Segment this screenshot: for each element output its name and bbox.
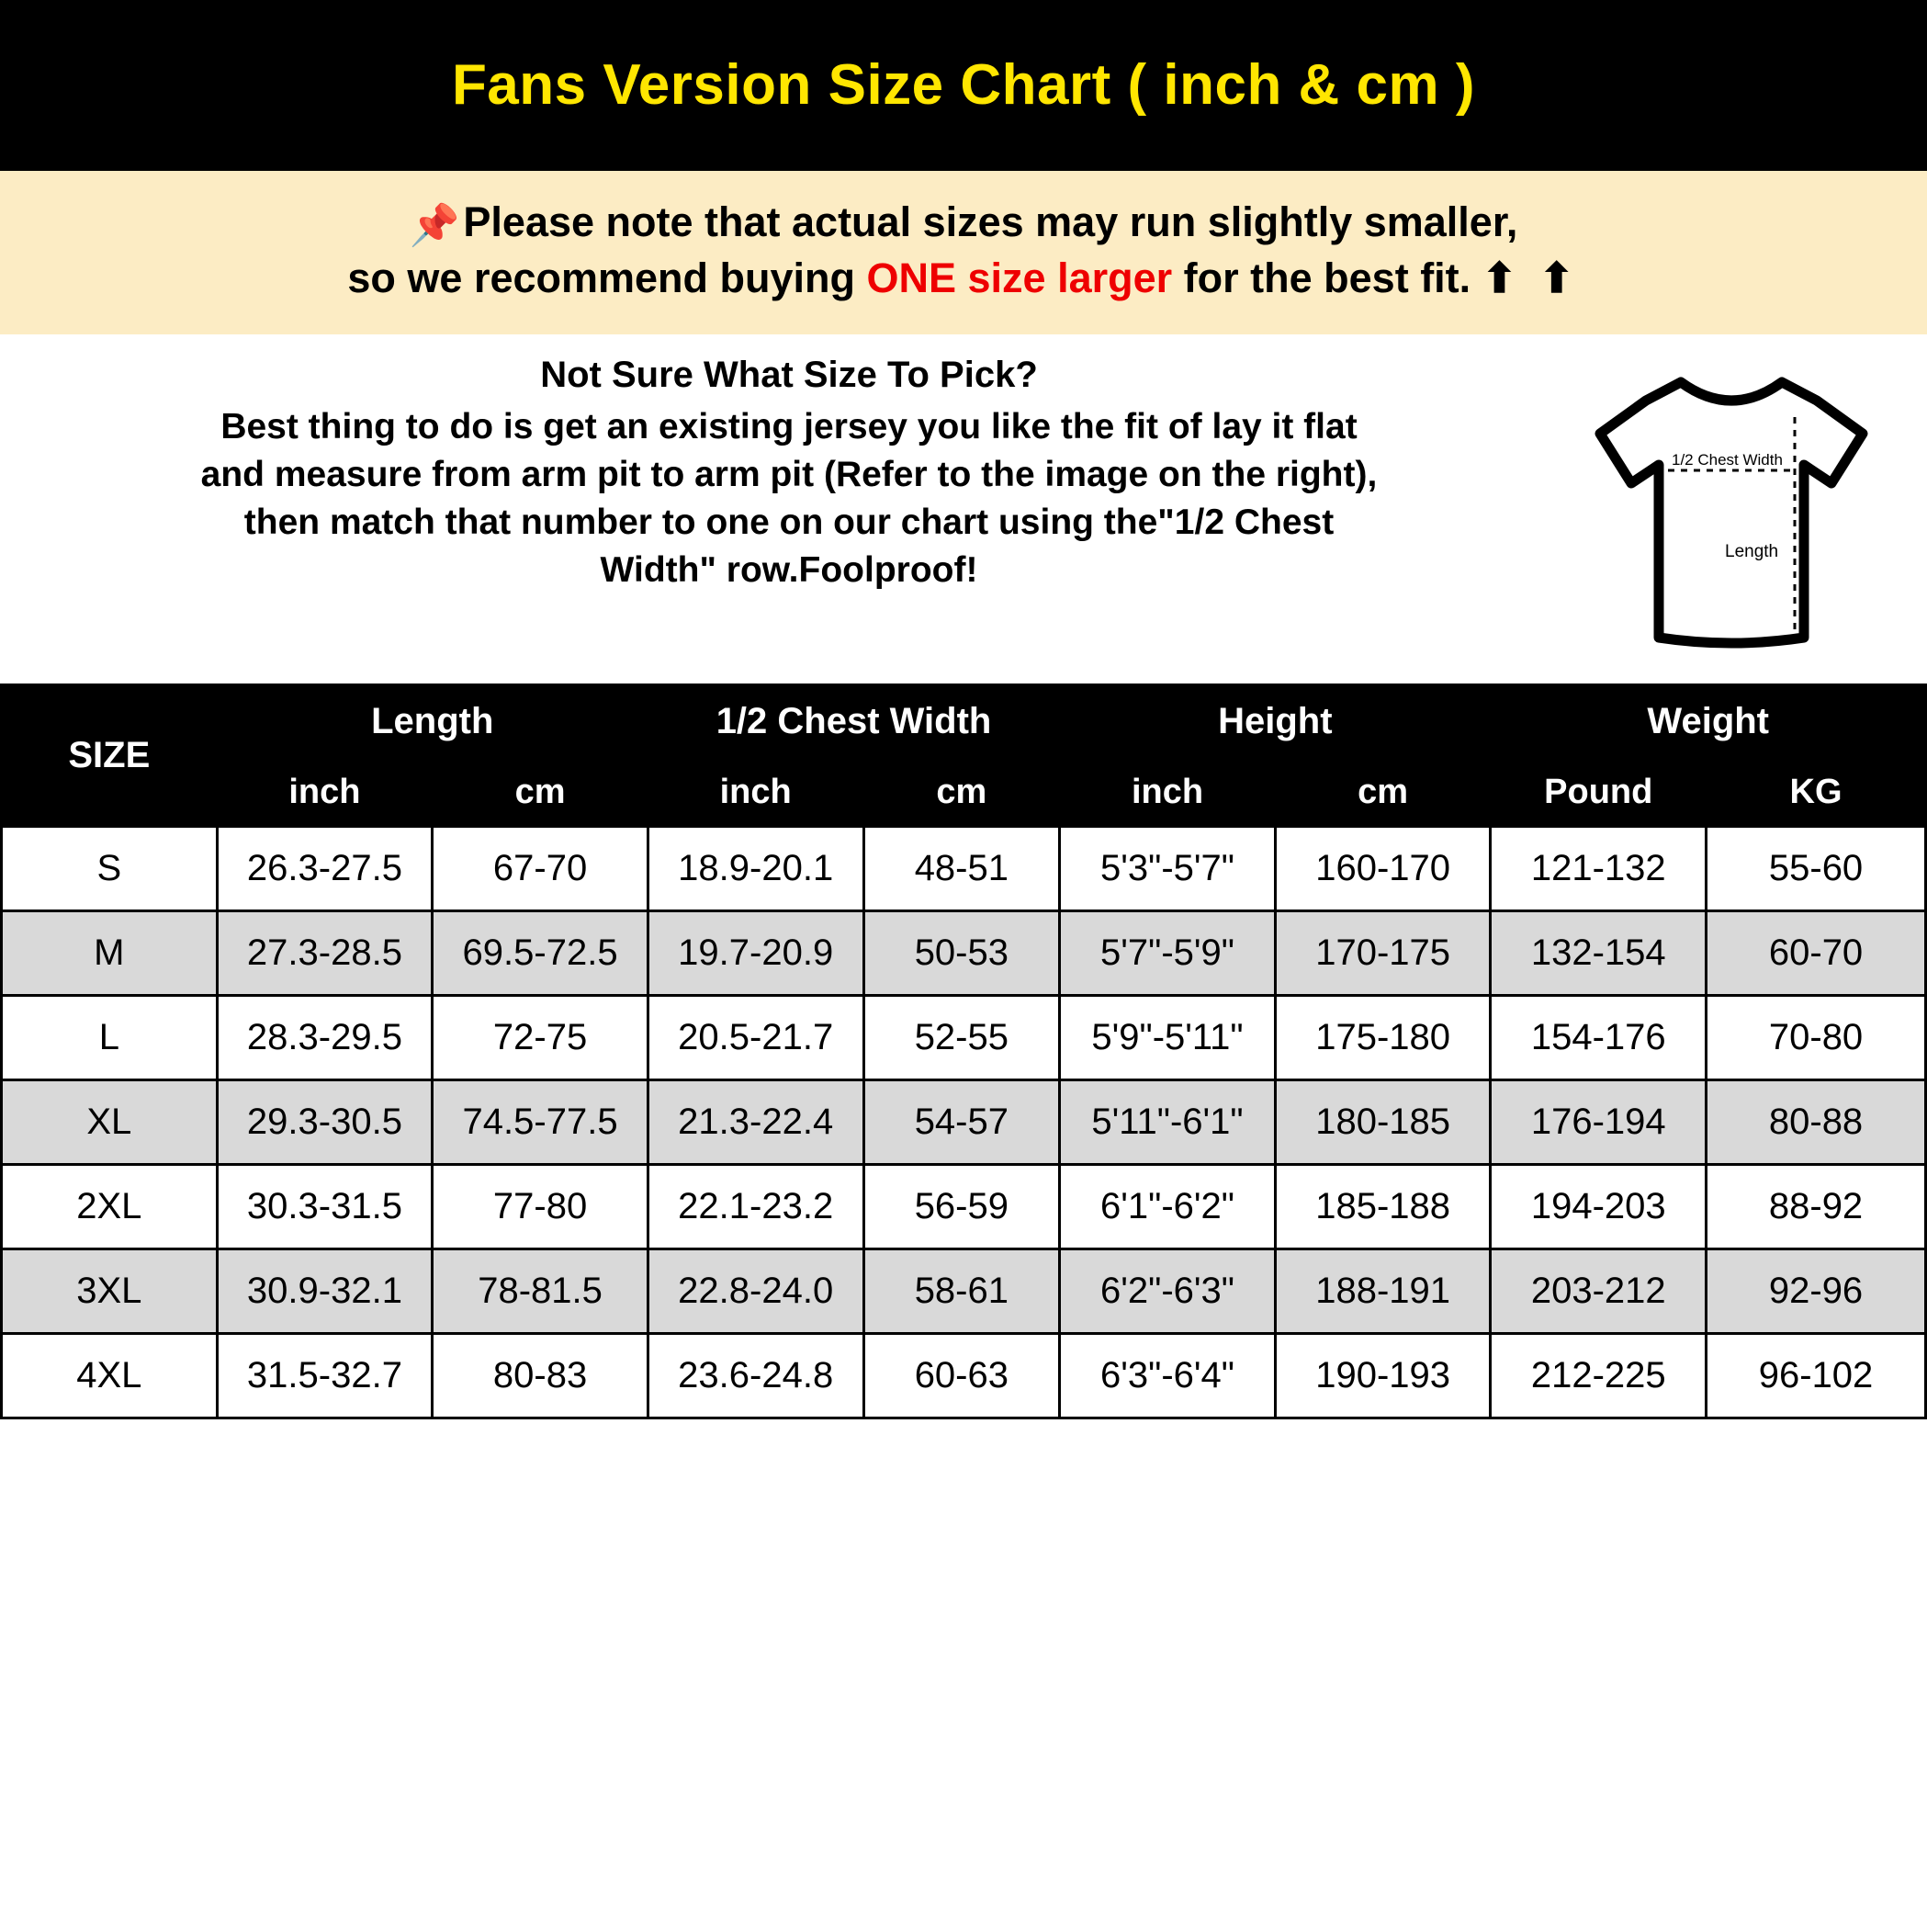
row-size: L [2, 995, 218, 1079]
cell-weight-pound: 154-176 [1491, 995, 1707, 1079]
cell-length-cm: 80-83 [433, 1333, 648, 1418]
table-row [2, 1333, 1926, 1418]
header-group-length: Length [217, 684, 648, 758]
table-row [2, 1079, 1926, 1164]
cell-height-inch: 5'7"-5'9" [1060, 910, 1276, 995]
info-heading: Not Sure What Size To Pick? [540, 354, 1038, 395]
table-header-units [2, 758, 1926, 826]
header-unit-height-inch: inch [1060, 758, 1276, 826]
cell-weight-kg: 80-88 [1707, 1079, 1926, 1164]
note-text-2a: so we recommend buying [347, 254, 867, 301]
table-row [2, 1164, 1926, 1248]
cell-length-cm: 77-80 [433, 1164, 648, 1248]
cell-weight-kg: 88-92 [1707, 1164, 1926, 1248]
cell-chest-cm: 56-59 [863, 1164, 1060, 1248]
cell-weight-kg: 55-60 [1707, 826, 1926, 910]
row-size: XL [2, 1079, 218, 1164]
cell-chest-cm: 50-53 [863, 910, 1060, 995]
cell-chest-inch: 21.3-22.4 [648, 1079, 863, 1164]
note-text-1: Please note that actual sizes may run slightly smaller, [463, 198, 1518, 245]
header-group-height: Height [1060, 684, 1491, 758]
header-unit-length-inch: inch [217, 758, 433, 826]
header-unit-chest-inch: inch [648, 758, 863, 826]
cell-weight-pound: 132-154 [1491, 910, 1707, 995]
arrow-up-icon: ⬆ ⬆ [1482, 254, 1580, 301]
header-group-weight: Weight [1491, 684, 1926, 758]
cell-length-cm: 67-70 [433, 826, 648, 910]
cell-chest-cm: 52-55 [863, 995, 1060, 1079]
table-header-groups [2, 684, 1926, 758]
cell-height-inch: 6'2"-6'3" [1060, 1248, 1276, 1333]
size-table [0, 684, 1927, 1419]
info-body-line-4: Width" row.Foolproof! [600, 550, 978, 591]
info-body-line-2: and measure from arm pit to arm pit (Refer to the image on the right), [200, 454, 1378, 494]
cell-length-inch: 30.9-32.1 [217, 1248, 433, 1333]
cell-chest-inch: 18.9-20.1 [648, 826, 863, 910]
cell-weight-pound: 121-132 [1491, 826, 1707, 910]
cell-weight-pound: 212-225 [1491, 1333, 1707, 1418]
header-group-chest: 1/2 Chest Width [648, 684, 1059, 758]
cell-length-inch: 27.3-28.5 [217, 910, 433, 995]
note-line-1 [18, 195, 1909, 251]
info-section [0, 334, 1927, 684]
cell-height-cm: 185-188 [1275, 1164, 1491, 1248]
pin-icon: 📌 [409, 203, 460, 248]
row-size: 2XL [2, 1164, 218, 1248]
cell-length-cm: 78-81.5 [433, 1248, 648, 1333]
size-table-wrap [0, 684, 1927, 1932]
cell-chest-inch: 23.6-24.8 [648, 1333, 863, 1418]
cell-weight-pound: 194-203 [1491, 1164, 1707, 1248]
cell-weight-kg: 70-80 [1707, 995, 1926, 1079]
cell-chest-cm: 54-57 [863, 1079, 1060, 1164]
table-row [2, 826, 1926, 910]
cell-length-cm: 69.5-72.5 [433, 910, 648, 995]
chest-width-label: 1/2 Chest Width [1672, 450, 1783, 469]
header-bar [0, 0, 1927, 171]
header-unit-weight-kg: KG [1707, 758, 1926, 826]
info-body-line-3: then match that number to one on our chart using the"1/2 Chest [243, 503, 1335, 542]
cell-chest-cm: 48-51 [863, 826, 1060, 910]
cell-height-cm: 190-193 [1275, 1333, 1491, 1418]
cell-chest-inch: 20.5-21.7 [648, 995, 863, 1079]
cell-chest-inch: 19.7-20.9 [648, 910, 863, 995]
page-title: Fans Version Size Chart ( inch & cm ) [451, 52, 1476, 117]
cell-chest-cm: 60-63 [863, 1333, 1060, 1418]
cell-length-inch: 29.3-30.5 [217, 1079, 433, 1164]
cell-length-cm: 72-75 [433, 995, 648, 1079]
cell-height-cm: 188-191 [1275, 1248, 1491, 1333]
header-unit-chest-cm: cm [863, 758, 1060, 826]
cell-height-cm: 170-175 [1275, 910, 1491, 995]
cell-chest-inch: 22.1-23.2 [648, 1164, 863, 1248]
note-text-2b: for the best fit. [1172, 254, 1482, 301]
cell-chest-inch: 22.8-24.0 [648, 1248, 863, 1333]
cell-length-inch: 28.3-29.5 [217, 995, 433, 1079]
cell-length-inch: 26.3-27.5 [217, 826, 433, 910]
length-label: Length [1725, 541, 1779, 561]
cell-weight-pound: 176-194 [1491, 1079, 1707, 1164]
cell-height-inch: 6'3"-6'4" [1060, 1333, 1276, 1418]
cell-height-cm: 180-185 [1275, 1079, 1491, 1164]
cell-height-cm: 175-180 [1275, 995, 1491, 1079]
table-row [2, 995, 1926, 1079]
info-body-line-1: Best thing to do is get an existing jersey you like the fit of lay it flat [220, 406, 1358, 446]
cell-height-inch: 5'3"-5'7" [1060, 826, 1276, 910]
cell-weight-pound: 203-212 [1491, 1248, 1707, 1333]
header-unit-length-cm: cm [433, 758, 648, 826]
table-row [2, 1248, 1926, 1333]
info-text-block [17, 355, 1552, 595]
cell-length-cm: 74.5-77.5 [433, 1079, 648, 1164]
header-unit-weight-pound: Pound [1491, 758, 1707, 826]
row-size: S [2, 826, 218, 910]
table-row [2, 910, 1926, 995]
header-size: SIZE [2, 684, 218, 826]
cell-chest-cm: 58-61 [863, 1248, 1060, 1333]
tshirt-diagram [1552, 355, 1910, 665]
cell-height-inch: 5'11"-6'1" [1060, 1079, 1276, 1164]
cell-height-inch: 5'9"-5'11" [1060, 995, 1276, 1079]
cell-height-cm: 160-170 [1275, 826, 1491, 910]
header-unit-height-cm: cm [1275, 758, 1491, 826]
cell-weight-kg: 60-70 [1707, 910, 1926, 995]
cell-height-inch: 6'1"-6'2" [1060, 1164, 1276, 1248]
note-emphasis: ONE size larger [866, 254, 1173, 301]
row-size: M [2, 910, 218, 995]
row-size: 4XL [2, 1333, 218, 1418]
cell-weight-kg: 96-102 [1707, 1333, 1926, 1418]
cell-length-inch: 31.5-32.7 [217, 1333, 433, 1418]
cell-weight-kg: 92-96 [1707, 1248, 1926, 1333]
note-band [0, 171, 1927, 334]
cell-length-inch: 30.3-31.5 [217, 1164, 433, 1248]
note-line-2 [18, 251, 1909, 307]
row-size: 3XL [2, 1248, 218, 1333]
tshirt-icon [1580, 362, 1883, 665]
